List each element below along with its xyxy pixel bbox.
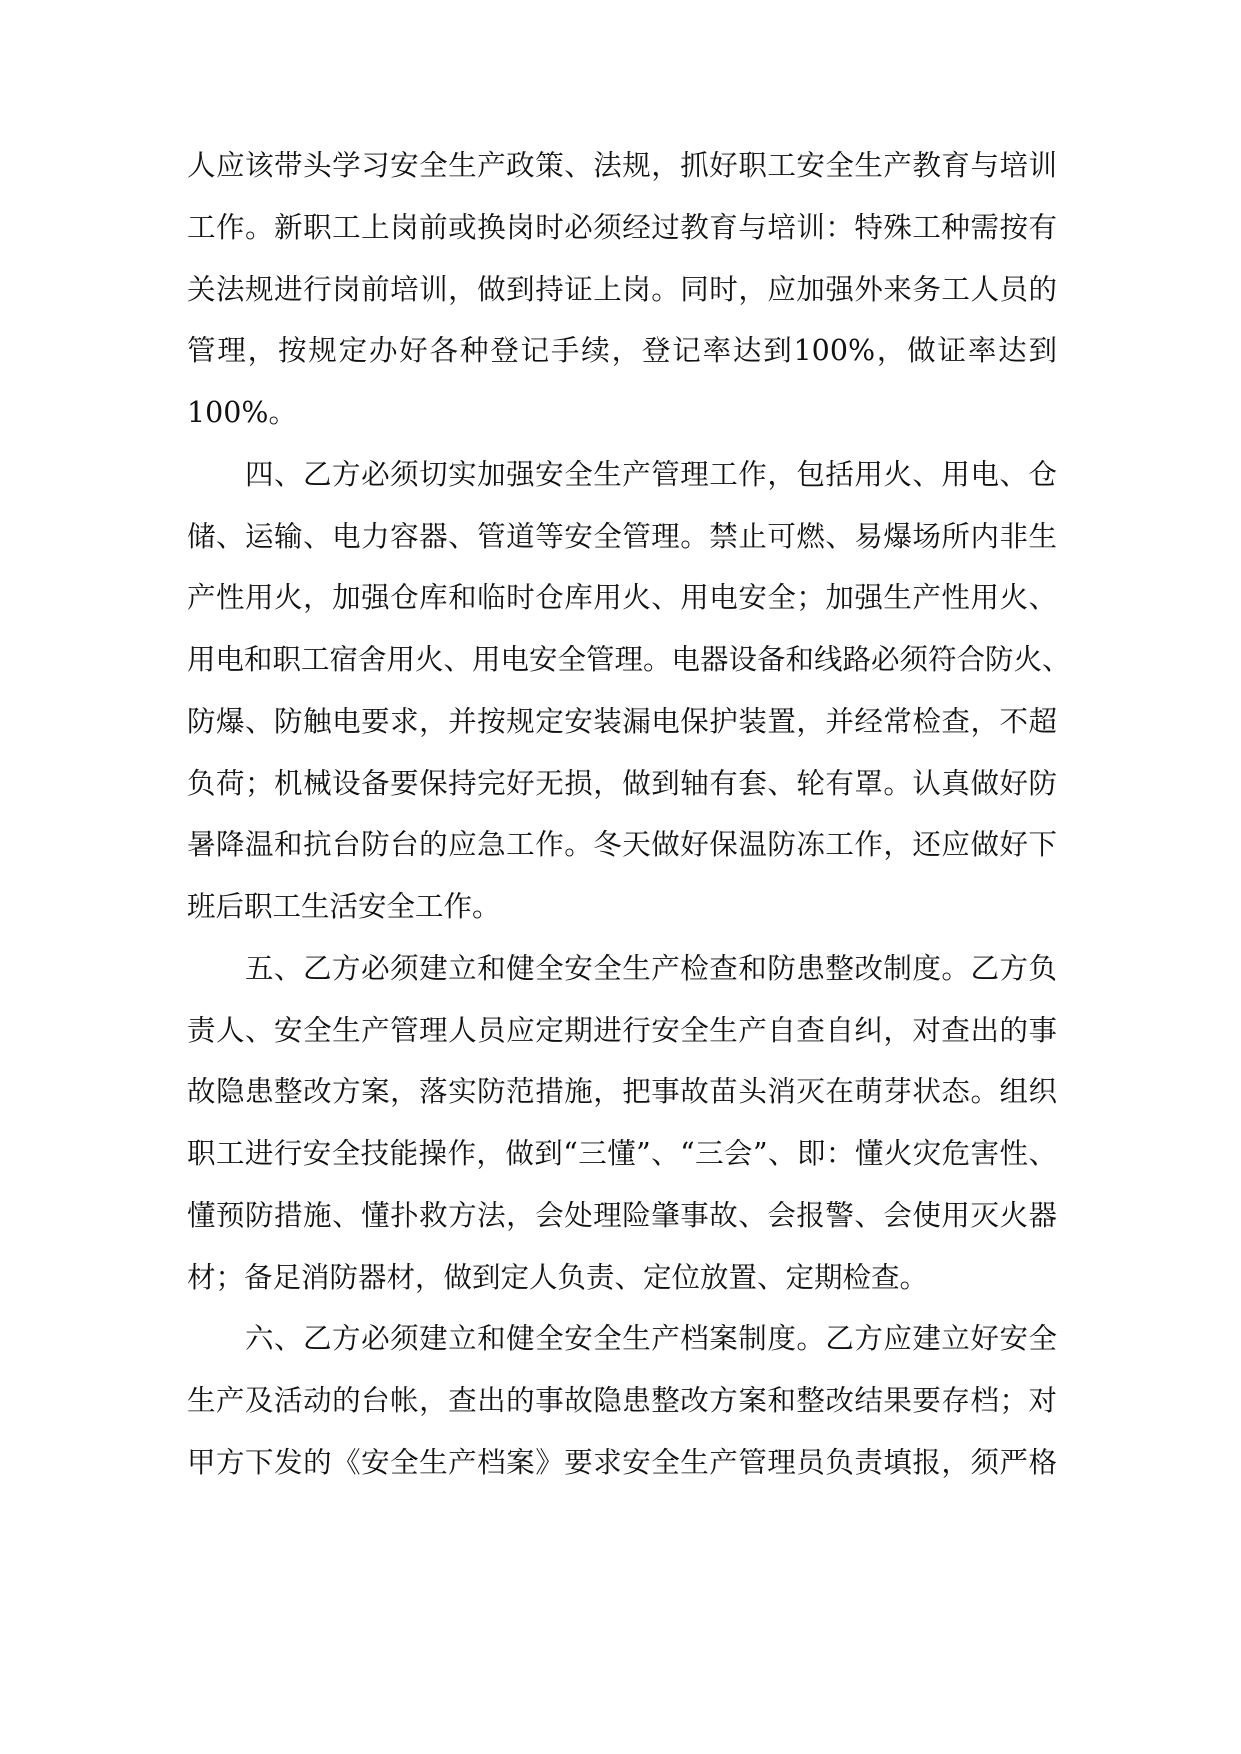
text-line: 责人、安全生产管理人员应定期进行安全生产自查自纠，对查出的事 bbox=[187, 1014, 1057, 1047]
text-line: 故隐患整改方案，落实防范措施，把事故苗头消灭在萌芽状态。组织 bbox=[187, 1075, 1057, 1108]
text-line: 工作。新职工上岗前或换岗时必须经过教育与培训：特殊工种需按有 bbox=[187, 211, 1057, 244]
text-line: 负荷；机械设备要保持完好无损，做到轴有套、轮有罩。认真做好防 bbox=[187, 767, 1057, 800]
text-line: 暑降温和抗台防台的应急工作。冬天做好保温防冻工作，还应做好下 bbox=[187, 828, 1057, 861]
text-line: 生产及活动的台帐，查出的事故隐患整改方案和整改结果要存档；对 bbox=[187, 1384, 1057, 1417]
text-line: 用电和职工宿舍用火、用电安全管理。电器设备和线路必须符合防火、 bbox=[187, 643, 1071, 676]
text-line: 职工进行安全技能操作，做到“三懂”、“三会”、即：懂火灾危害性、 bbox=[187, 1137, 1057, 1170]
text-line: 防爆、防触电要求，并按规定安装漏电保护装置，并经常检查，不超 bbox=[187, 705, 1057, 738]
text-line: 人应该带头学习安全生产政策、法规，抓好职工安全生产教育与培训 bbox=[187, 149, 1057, 182]
text-line: 100%。 bbox=[187, 396, 297, 429]
text-line: 班后职工生活安全工作。 bbox=[187, 890, 501, 923]
text-line: 管理，按规定办好各种登记手续，登记率达到100%，做证率达到 bbox=[187, 334, 1057, 367]
text-line: 关法规进行岗前培训，做到持证上岗。同时，应加强外来务工人员的 bbox=[187, 273, 1057, 306]
paragraph-start-line: 五、乙方必须建立和健全安全生产检查和防患整改制度。乙方负 bbox=[245, 952, 1057, 985]
text-line: 甲方下发的《安全生产档案》要求安全生产管理员负责填报，须严格 bbox=[187, 1446, 1057, 1479]
paragraph-start-line: 四、乙方必须切实加强安全生产管理工作，包括用火、用电、仓 bbox=[245, 458, 1057, 491]
text-line: 懂预防措施、懂扑救方法，会处理险肇事故、会报警、会使用灭火器 bbox=[187, 1199, 1057, 1232]
text-line: 储、运输、电力容器、管道等安全管理。禁止可燃、易爆场所内非生 bbox=[187, 520, 1057, 553]
text-line: 材；备足消防器材，做到定人负责、定位放置、定期检查。 bbox=[187, 1261, 929, 1294]
text-line: 产性用火，加强仓库和临时仓库用火、用电安全；加强生产性用火、 bbox=[187, 581, 1057, 614]
paragraph-start-line: 六、乙方必须建立和健全安全生产档案制度。乙方应建立好安全 bbox=[245, 1322, 1057, 1355]
